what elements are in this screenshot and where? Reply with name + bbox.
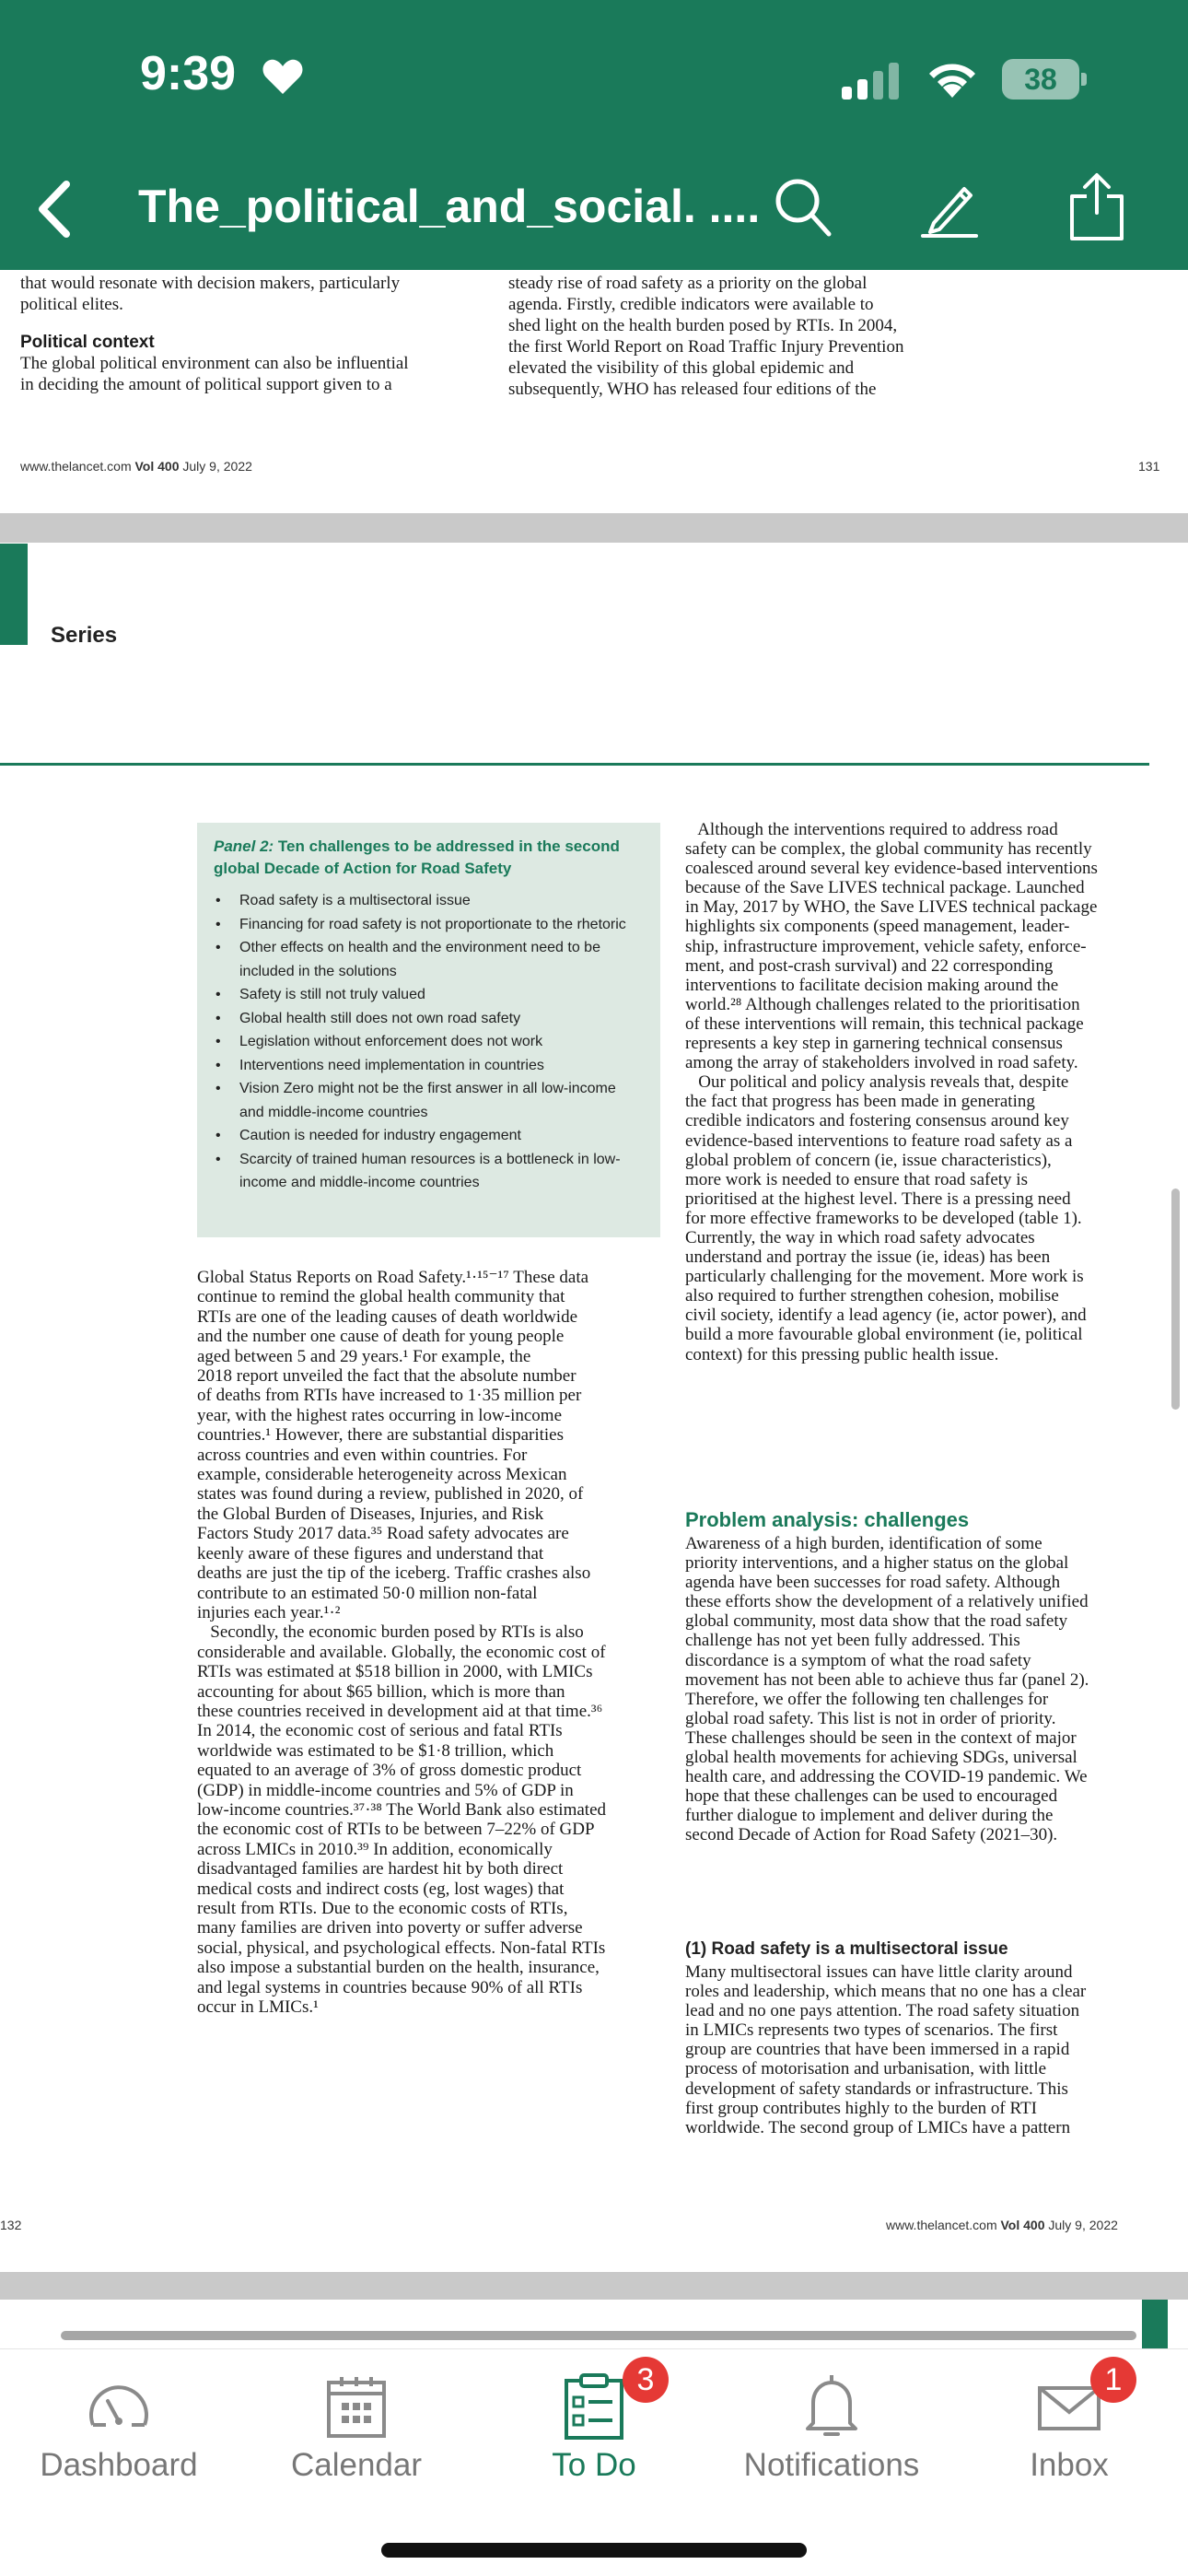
text-line: and the number one cause of death for young people: [197, 1327, 565, 1347]
text-line: These challenges should be seen in the context of major: [685, 1727, 1077, 1748]
text-line: the first World Report on Road Traffic Injury Prevention: [508, 337, 904, 357]
app-header: [0, 0, 1188, 270]
text-line: evidence-based interventions to feature road safety as a: [685, 1130, 1073, 1151]
text-line: understand and portray the issue (ie, ideas) has been: [685, 1247, 1051, 1268]
footer-volume: Vol 400: [134, 459, 180, 474]
text-line: worldwide. The second group of LMICs have a pattern: [685, 2117, 1071, 2137]
text-line: political elites.: [20, 295, 123, 314]
text-line: accounting for about $65 billion, which is more than: [197, 1681, 565, 1702]
page-separator: [0, 2272, 1188, 2300]
text-line: more work is needed to ensure that road safety is: [685, 1169, 1028, 1189]
panel-title-text: Ten challenges to be addressed in the second global Decade of Action for Road Safety: [214, 837, 620, 877]
text-line: further dialogue to implement and deliver during the: [685, 1806, 1054, 1826]
text-line: these efforts show the development of a relatively unified: [685, 1592, 1089, 1612]
text-line: the Global Burden of Diseases, Injuries, and Risk: [197, 1504, 544, 1524]
page-separator: [0, 513, 1188, 543]
text-line: global road safety. This list is not in order of priority.: [685, 1708, 1056, 1728]
panel-title-prefix: Panel 2:: [214, 837, 274, 855]
header-rule: [0, 763, 1149, 766]
tab-label: Inbox: [1030, 2447, 1109, 2483]
text-line: Many multisectoral issues can have little clarity around: [685, 1962, 1073, 1982]
text-line: global problem of concern (ie, issue characteristics),: [685, 1150, 1052, 1170]
page131-left-column: [20, 273, 488, 395]
text-line: prioritised at the highest level. There is a pressing need: [685, 1188, 1071, 1209]
text-line: world.²⁸ Although challenges related to the prioritisation: [685, 994, 1080, 1014]
battery-indicator: [1002, 59, 1087, 100]
text-line: context) for this pressing public health issue.: [685, 1344, 999, 1364]
panel-item: • Safety is still not truly valued: [214, 983, 644, 1007]
page-indicator: [1142, 2300, 1168, 2349]
text-line: and legal systems in countries because 90% of all RTIs: [197, 1977, 583, 1997]
text-line: worldwide was estimated to be $1·8 trillion, which: [197, 1740, 554, 1761]
text-line: agenda have been successes for road safety. Although: [685, 1573, 1061, 1593]
text-line: civil society, identify a lead agency (ie, actor power), and: [685, 1306, 1087, 1326]
text-line: steady rise of road safety as a priority on the global: [508, 274, 868, 293]
text-line: the fact that progress has been made in generating: [685, 1092, 1035, 1112]
text-line: global community, most data show that the road safety: [685, 1611, 1068, 1632]
panel-title: [214, 836, 644, 880]
text-line: The global political environment can also be influential: [20, 354, 409, 373]
panel-item: • Global health still does not own road safety: [214, 1007, 644, 1031]
footer-date: July 9, 2022: [182, 459, 252, 474]
page132-number: 132: [0, 2218, 22, 2232]
panel-item: • Financing for road safety is not proportionate to the rhetoric: [214, 913, 644, 937]
text-line: RTIs are one of the leading causes of death worldwide: [197, 1306, 578, 1327]
wifi-icon: [925, 57, 980, 100]
text-line: 2018 report unveiled the fact that the absolute number: [197, 1366, 577, 1387]
text-line: disadvantaged families are hardest hit by both direct: [197, 1859, 564, 1879]
text-line: build a more favourable global environment (ie, political: [685, 1325, 1083, 1345]
bell-icon: [795, 2370, 868, 2443]
text-line: second Decade of Action for Road Safety (2021–30).: [685, 1825, 1058, 1845]
section-heading: Political context: [20, 333, 155, 352]
section-heading: Problem analysis: challenges: [685, 1508, 970, 1531]
page132-left-column: [197, 1268, 660, 2017]
subsection-heading: (1) Road safety is a multisectoral issue: [685, 1939, 1008, 1959]
text-line: aged between 5 and 29 years.¹ For example, the: [197, 1346, 531, 1366]
panel-list: [214, 889, 644, 1195]
heart-icon: [262, 57, 304, 96]
share-button[interactable]: [1066, 170, 1127, 242]
text-line: across countries and even within countries. For: [197, 1445, 528, 1465]
text-line: also impose a substantial burden on the health, insurance,: [197, 1958, 600, 1978]
text-line: social, physical, and psychological effects. Non-fatal RTIs: [197, 1938, 606, 1958]
page131-number: 131: [1138, 459, 1160, 474]
text-line: result from RTIs. Due to the economic costs of RTIs,: [197, 1899, 568, 1918]
document-title: The_political_and_social. ....: [138, 181, 761, 232]
home-indicator: [381, 2543, 807, 2558]
text-line: for more effective frameworks to be developed (table 1).: [685, 1208, 1082, 1228]
panel-item: • Vision Zero might not be the first answer in all low-income and middle-income countries: [214, 1077, 644, 1124]
panel-item: • Caution is needed for industry engagement: [214, 1124, 644, 1148]
text-line: (GDP) in middle-income countries and 5% of GDP in: [197, 1780, 574, 1800]
page132-right-column-top: [685, 820, 1149, 1364]
text-line: in May, 2017 by WHO, the Save LIVES technical package: [685, 897, 1098, 918]
text-line: the economic cost of RTIs to be between 7–22% of GDP: [197, 1820, 595, 1840]
text-line: health care, and addressing the COVID-19 pandemic. We: [685, 1767, 1088, 1787]
text-line: Awareness of a high burden, identification of some: [685, 1534, 1042, 1553]
back-button[interactable]: [28, 177, 83, 241]
text-line: group are countries that have been immersed in a rapid: [685, 2040, 1070, 2060]
text-line: shed light on the health burden posed by RTIs. In 2004,: [508, 316, 898, 335]
text-line: these countries received in development aid at that time.³⁶: [197, 1701, 603, 1721]
text-line: first group contributes highly to the burden of RTI: [685, 2098, 1037, 2118]
cellular-signal-icon: [840, 63, 904, 100]
tab-label: Calendar: [290, 2447, 423, 2483]
tab-label: To Do: [552, 2447, 636, 2483]
inbox-badge: 1: [1090, 2357, 1136, 2403]
search-button[interactable]: [772, 175, 833, 240]
text-line: continue to remind the global health community that: [197, 1287, 565, 1307]
text-line: priority interventions, and a higher status on the global: [685, 1553, 1069, 1574]
text-line: interventions to facilitate decision making around the: [685, 975, 1059, 995]
text-line: roles and leadership, which means that no one has a clear: [685, 1982, 1087, 2002]
text-line: lead and no one pays attention. The road safety situation: [685, 2001, 1080, 2021]
page131-right-column: [508, 273, 971, 400]
text-line: considerable and available. Globally, the economic cost of: [197, 1642, 606, 1662]
text-line: Secondly, the economic burden posed by RTIs is also: [197, 1622, 584, 1643]
todo-badge: 3: [623, 2357, 669, 2403]
page132-footer: [886, 2218, 1118, 2232]
page132-right-column-middle: [685, 1534, 1149, 1845]
text-line: in LMICs represents two types of scenarios. The first: [685, 2020, 1058, 2041]
text-line: particularly challenging for the movement. More work is: [685, 1267, 1084, 1287]
footer-volume: Vol 400: [1000, 2218, 1045, 2232]
footer-date: July 9, 2022: [1048, 2218, 1118, 2232]
text-line: Factors Study 2017 data.³⁵ Road safety advocates are: [197, 1524, 569, 1544]
text-line: challenge has not yet been fully addressed. This: [685, 1631, 1020, 1651]
text-line: process of motorisation and urbanisation, with little: [685, 2059, 1047, 2079]
text-line: In 2014, the economic cost of serious and fatal RTIs: [197, 1721, 563, 1741]
text-line: deaths are just the tip of the iceberg. Traffic crashes also: [197, 1563, 591, 1584]
text-line: coalesced around several key evidence-based interventions: [685, 859, 1098, 879]
text-line: in deciding the amount of political support given to a: [20, 375, 392, 394]
calendar-icon: [320, 2370, 393, 2443]
text-line: also required to further strengthen cohesion, mobilise: [685, 1286, 1059, 1306]
page132-right-column-bottom: [685, 1962, 1149, 2137]
text-line: Although the interventions required to address road: [685, 820, 1058, 839]
tab-dashboard[interactable]: [0, 2359, 238, 2497]
text-line: subsequently, WHO has released four editions of the: [508, 380, 877, 399]
text-line: among the array of stakeholders involved in road safety.: [685, 1053, 1078, 1073]
text-line: movement has not been able to achieve thus far (panel 2).: [685, 1669, 1089, 1690]
battery-level: 38: [1024, 63, 1057, 96]
text-line: across LMICs in 2010.³⁹ In addition, economically: [197, 1839, 553, 1859]
panel-item: • Scarcity of trained human resources is a bottleneck in low-income and middle-income countries: [214, 1148, 644, 1195]
text-line: countries.¹ However, there are substantial disparities: [197, 1425, 564, 1446]
text-line: of deaths from RTIs have increased to 1·35 million per: [197, 1386, 582, 1406]
text-line: states was found during a review, published in 2020, of: [197, 1484, 584, 1505]
text-line: ment, and post-crash survival) and 22 corresponding: [685, 955, 1054, 976]
series-accent-bar: [0, 544, 28, 645]
text-line: global health movements for achieving SDGs, universal: [685, 1748, 1077, 1768]
footer-source: www.thelancet.com: [20, 459, 132, 474]
dashboard-icon: [82, 2370, 156, 2443]
text-line: occur in LMICs.¹: [197, 1997, 319, 2018]
text-line: equated to an average of 3% of gross domestic product: [197, 1761, 582, 1781]
text-line: many families are driven into poverty or suffer adverse: [197, 1918, 583, 1938]
footer-source: www.thelancet.com: [886, 2218, 997, 2232]
text-line: keenly aware of these figures and understand that: [197, 1543, 544, 1563]
series-label: Series: [51, 623, 118, 648]
text-line: low-income countries.³⁷·³⁸ The World Bank also estimated: [197, 1799, 607, 1820]
text-line: ship, infrastructure improvement, vehicle safety, enforce-: [685, 936, 1087, 956]
text-line: Our political and policy analysis reveals that, despite: [685, 1072, 1069, 1093]
text-line: of these interventions will remain, this technical package: [685, 1013, 1084, 1034]
horizontal-scrollbar[interactable]: [61, 2331, 1136, 2340]
text-line: represents a key step in garnering technical consensus: [685, 1034, 1063, 1054]
page131-footer: [20, 459, 252, 474]
text-line: year, with the highest rates occurring in low-income: [197, 1405, 563, 1425]
text-line: credible indicators and fostering consensus around key: [685, 1111, 1069, 1131]
todo-icon: [557, 2370, 631, 2443]
text-line: medical costs and indirect costs (eg, lost wages) that: [197, 1879, 565, 1899]
text-line: elevated the visibility of this global epidemic and: [508, 358, 855, 378]
text-line: safety can be complex, the global community has recently: [685, 839, 1092, 860]
tab-label: Notifications: [743, 2447, 920, 2483]
text-line: discordance is a symptom of what the road safety: [685, 1650, 1031, 1670]
panel-item: • Interventions need implementation in countries: [214, 1054, 644, 1078]
status-time: 9:39: [140, 47, 237, 100]
text-line: injuries each year.¹·²: [197, 1602, 341, 1622]
text-line: highlights six components (speed management, leader-: [685, 917, 1070, 937]
text-line: contribute to an estimated 50·0 million non-fatal: [197, 1583, 538, 1603]
text-line: because of the Save LIVES technical package. Launched: [685, 878, 1085, 898]
annotate-button[interactable]: [919, 175, 980, 240]
text-line: development of safety standards or infrastructure. This: [685, 2078, 1068, 2099]
tab-inbox[interactable]: [950, 2359, 1188, 2497]
tab-calendar[interactable]: [238, 2359, 475, 2497]
panel-item: • Legislation without enforcement does not work: [214, 1030, 644, 1054]
tab-label: Dashboard: [40, 2447, 198, 2483]
panel-item: • Road safety is a multisectoral issue: [214, 889, 644, 913]
text-line: hope that these challenges can be used to encouraged: [685, 1786, 1058, 1807]
text-line: example, considerable heterogeneity across Mexican: [197, 1465, 567, 1485]
text-line: Global Status Reports on Road Safety.¹·¹⁵⁻¹⁷ These data: [197, 1268, 589, 1287]
panel-2: [197, 823, 660, 1237]
panel-item: • Other effects on health and the environment need to be included in the solutions: [214, 936, 644, 983]
text-line: RTIs was estimated at $518 billion in 2000, with LMICs: [197, 1662, 593, 1682]
text-line: Currently, the way in which road safety advocates: [685, 1227, 1035, 1247]
text-line: agenda. Firstly, credible indicators were available to: [508, 295, 874, 314]
vertical-scrollbar[interactable]: [1171, 1188, 1180, 1410]
text-line: Therefore, we offer the following ten challenges for: [685, 1689, 1049, 1709]
text-line: that would resonate with decision makers, particularly: [20, 274, 401, 293]
tab-todo[interactable]: [475, 2359, 713, 2497]
tab-notifications[interactable]: [713, 2359, 950, 2497]
